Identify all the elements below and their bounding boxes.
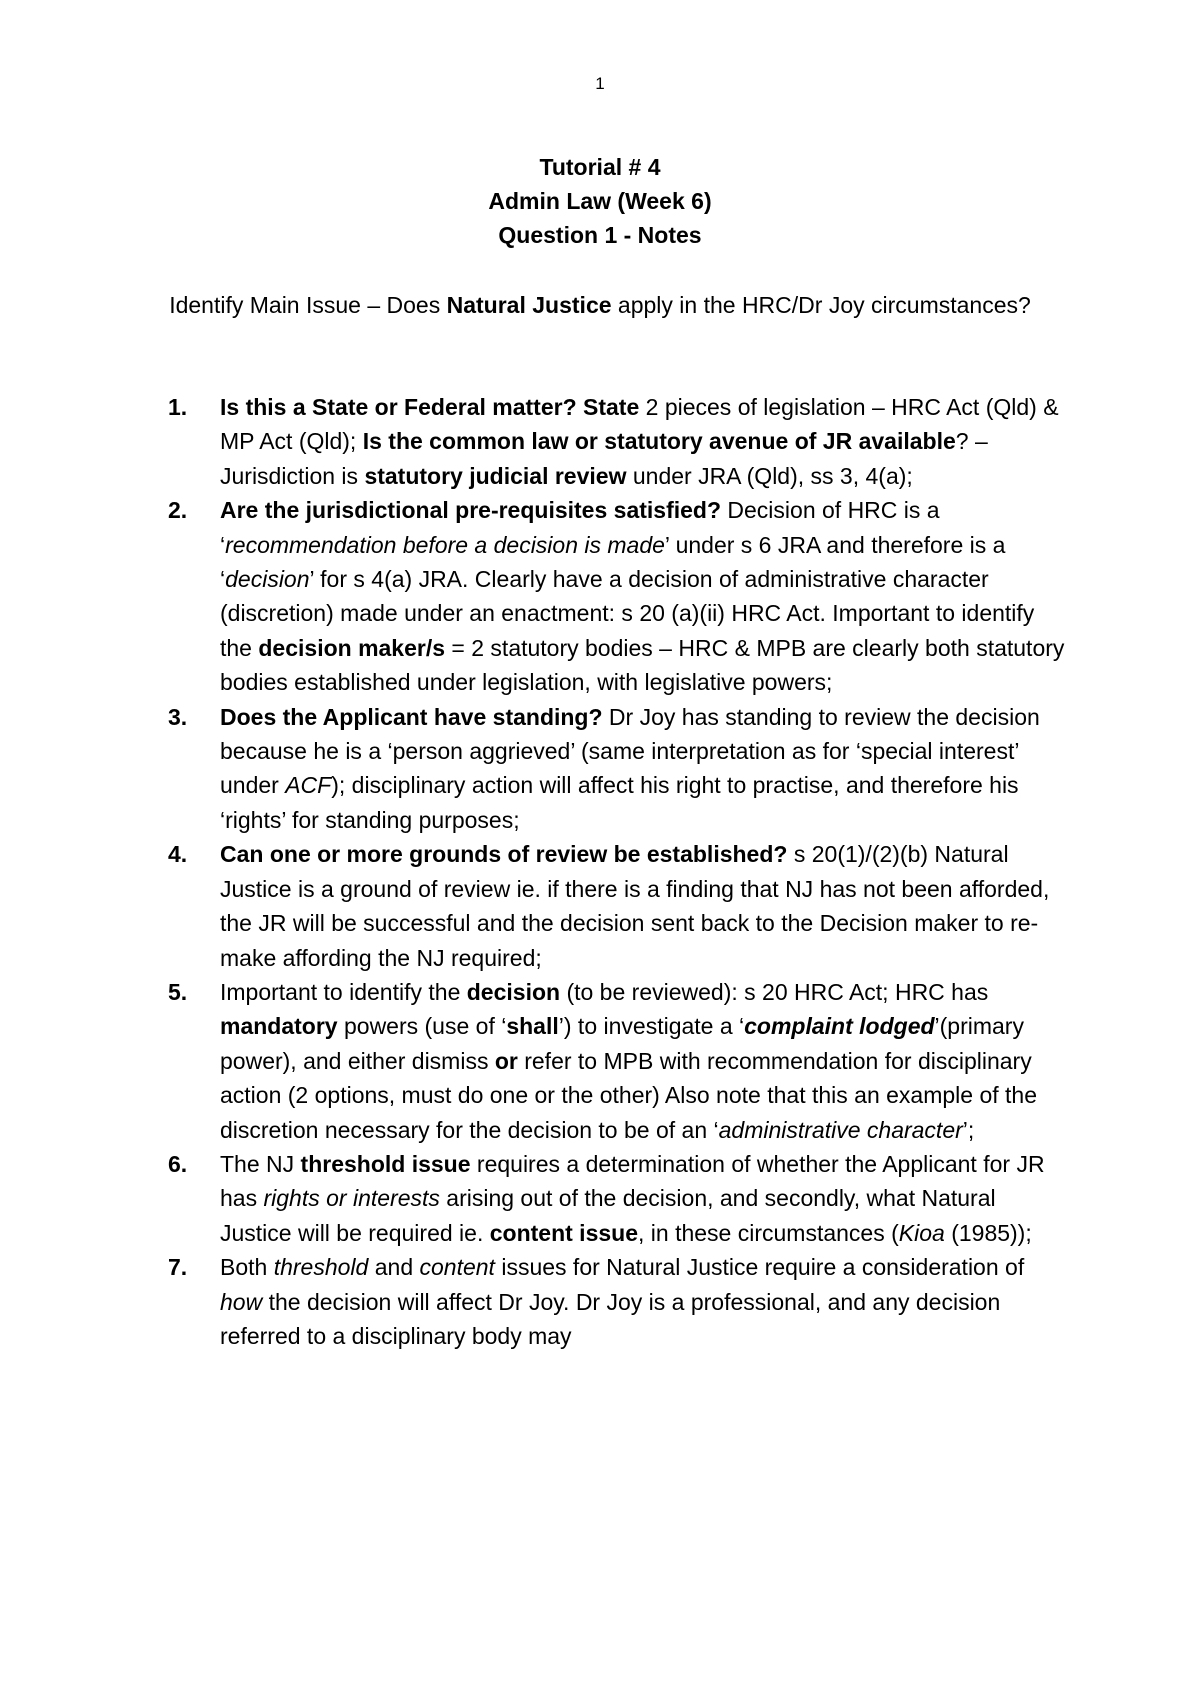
main-issue-emphasis: Natural Justice	[446, 292, 612, 318]
list-item-text: recommendation before a decision is made	[225, 531, 665, 558]
list-item-text: the decision will affect Dr Joy. Dr Joy is a professional, and any decision referred to a disciplinary body may	[220, 1288, 1001, 1349]
list-item	[168, 1147, 1068, 1250]
list-item-number: 1.	[168, 394, 188, 420]
list-item-text: Is the common law or statutory avenue of JR available	[362, 428, 956, 455]
list-item-text: Are the jurisdictional pre-requisites satisfied?	[220, 497, 722, 524]
list-item-number: 4.	[168, 841, 188, 868]
list-item-text: Does the Applicant have standing?	[220, 703, 603, 730]
notes-list	[168, 390, 1068, 1353]
list-item-number: 2.	[168, 497, 188, 524]
list-item-text: refer to MPB with recommendation for disciplinary action (2 options, must do one or the other) Also note that this an example of the discretion necessary for the decision to be of an ‘	[220, 1047, 1037, 1143]
list-item-text: ’;	[962, 1116, 975, 1143]
list-item-number: 5.	[168, 978, 188, 1005]
list-item-text: 2 pieces of legislation – HRC Act (Qld) & MP Act (Qld);	[220, 394, 1059, 455]
list-item-text: powers (use of ‘	[337, 1013, 507, 1040]
list-item-text: (1985));	[944, 1219, 1032, 1246]
list-item-text: mandatory	[220, 1013, 338, 1040]
list-item	[168, 1250, 1068, 1353]
list-item-text: arising out of the decision, and secondly, what Natural Justice will be required ie.	[220, 1185, 996, 1246]
list-item-text: content	[419, 1254, 495, 1281]
list-item-text: rights or interests	[263, 1185, 440, 1212]
main-issue-text: Identify Main Issue – Does	[169, 292, 447, 318]
list-item-text: decision	[466, 978, 561, 1005]
list-item	[168, 837, 1068, 975]
list-item-text: Can one or more grounds of review be established?	[220, 841, 788, 868]
list-item	[168, 700, 1068, 838]
list-item-text: decision maker/s	[258, 634, 446, 661]
question-title: Question 1 - Notes	[498, 222, 702, 248]
list-item-text: Dr Joy has standing to review the decision because he is a ‘person aggrieved’ (same interpretation as for ‘special interest’ under	[220, 703, 1040, 799]
list-item-text: ACF	[285, 772, 332, 799]
list-item-text: issues for Natural Justice require a consideration of	[494, 1254, 1025, 1281]
list-item-text: ’ under s 6 JRA and therefore is a ‘	[220, 531, 1006, 593]
list-item-text: under JRA (Qld), ss 3, 4(a);	[626, 462, 913, 489]
list-item-text: Kioa	[898, 1219, 945, 1246]
list-item-text: The NJ	[220, 1150, 301, 1177]
list-item-text: ’ for s 4(a) JRA. Clearly have a decision of administrative character (discretion) made under an enactment: s 20 (a)(ii) HRC Act. Important to identify the	[220, 566, 1035, 661]
list-item-number: 7.	[168, 1254, 188, 1281]
list-item-text: threshold	[273, 1254, 369, 1281]
list-item-text: shall	[506, 1013, 559, 1040]
list-item-text: administrative character	[718, 1116, 963, 1143]
list-item-text: , in these circumstances (	[638, 1219, 899, 1246]
list-item-text: how	[220, 1288, 263, 1315]
list-item-text: (to be reviewed): s 20 HRC Act; HRC has	[560, 978, 989, 1005]
course-title: Admin Law (Week 6)	[488, 188, 712, 214]
list-item-text: decision	[225, 566, 310, 593]
list-item-number: 3.	[168, 703, 188, 730]
list-item-number: 6.	[168, 1150, 188, 1177]
list-item-text: complaint lodged	[744, 1013, 935, 1040]
list-item-text: threshold issue	[300, 1150, 471, 1177]
list-item-text: and	[368, 1254, 420, 1281]
list-item-text: Decision of HRC is a ‘	[220, 497, 940, 558]
list-item-text: Both	[220, 1254, 274, 1281]
list-item-text: content issue	[489, 1219, 638, 1246]
page-number: 1	[595, 74, 605, 93]
list-item-text: s 20(1)/(2)(b) Natural Justice is a ground of review ie. if there is a finding that NJ has not been afforded, the JR will be successful and the decision sent back to the Decision maker to re-make affording the NJ required;	[220, 841, 1050, 971]
list-item-text: ’) to investigate a ‘	[558, 1013, 745, 1040]
list-item-text: ); disciplinary action will affect his right to practise, and therefore his ‘rights’ for standing purposes;	[220, 772, 1019, 833]
list-item	[168, 390, 1068, 493]
list-item-text: ? – Jurisdiction is	[220, 428, 988, 489]
list-item-text: Important to identify the	[220, 978, 467, 1005]
list-item-text: Is this a State or Federal matter? State	[220, 394, 640, 420]
list-item-text: requires a determination of whether the Applicant for JR has	[220, 1150, 1045, 1212]
tutorial-title: Tutorial # 4	[539, 154, 661, 180]
list-item	[168, 493, 1068, 699]
main-issue-text-end: apply in the HRC/Dr Joy circumstances?	[611, 292, 1031, 318]
list-item-text: or	[494, 1047, 518, 1074]
list-item-text: = 2 statutory bodies – HRC & MPB are clearly both statutory bodies established under legislation, with legislative powers;	[220, 634, 1065, 696]
main-issue-paragraph	[160, 288, 1040, 322]
list-item	[168, 975, 1068, 1147]
list-item-text: statutory judicial review	[364, 462, 627, 489]
list-item-text: ’(primary power), and either dismiss	[220, 1013, 1024, 1074]
document-heading	[0, 150, 1200, 252]
